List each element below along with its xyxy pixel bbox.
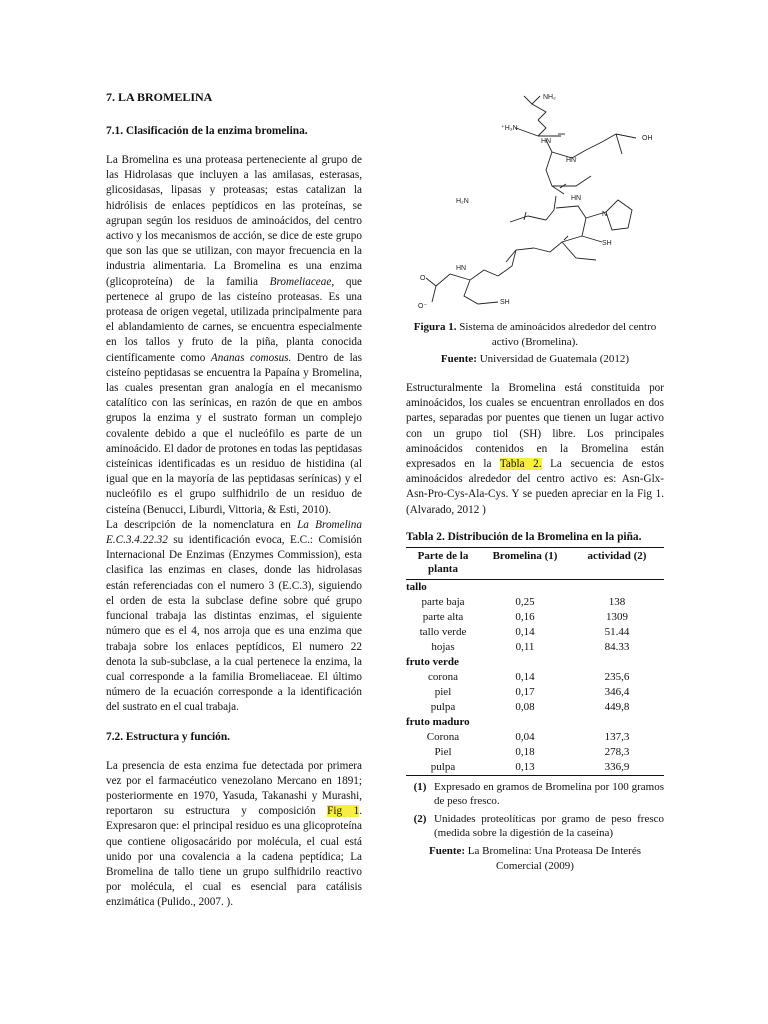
text-run: Dentro de las cisteíno peptidasas se encuentra la Papaína y Bromelina, las cuales presentan gran analogía en el mecanismo catalítico con las serínicas, en razón de que en ambos grupos la enzima y el sustrato forman un complejo covalente debido a que el nucleófilo es parte de un aminoácido. El dador de protones en todas las peptidasas cisteínicas identificadas es un residuo de histidina (al igual que en la mayoría de las peptidasas serínicas) y el nucleófilo es el grupo sulfhidrilo de un residuo de cisteína (Benucci, Liburdi, Vittoria, & Esti, 2010). — [106, 351, 362, 516]
part-cell: parte alta — [422, 610, 464, 623]
enzyme-code: La Bromelina E.C.3.4.22.32 — [106, 518, 362, 547]
table-row — [406, 670, 664, 685]
part-cell: corona — [428, 670, 458, 683]
amide-label: HN — [566, 157, 577, 164]
text-run: que pertenece al grupo de las cisteíno proteasas. Es una proteasa de origen vegetal, utilizada principalmente para el ablandamiento de carnes, se encuentra especialmente en los tallos y fruto de la piña, planta conocida científicamente como — [106, 275, 362, 364]
paragraph-nomenclature — [106, 518, 362, 716]
section-title: 7. LA BROMELINA — [106, 90, 213, 104]
activity-cell: 449,8 — [604, 700, 630, 713]
amine-group-label: NH₂ — [543, 94, 556, 101]
paragraph-composition — [406, 381, 664, 518]
proline-nitrogen-label: N — [602, 211, 608, 218]
source-text: La Bromelina: Una Proteasa De Interés Comercial (2009) — [465, 844, 641, 872]
part-cell: piel — [434, 685, 452, 698]
bromelain-cell: 0,14 — [515, 625, 535, 638]
carboxylate-label: O⁻ — [418, 303, 428, 310]
source-label: Fuente: — [440, 353, 477, 365]
text-run: . Expresaron que: el principal residuo es una glicoproteína que contiene oligosacárido por molécula, el cual está unido por una covalencia a la cadena peptídica; La Bromelina de tallo tiene un grupo sulfhidrilo reactivo por molécula, el cual es esencial para catálisis enzimática (Pulido., 2007. ). — [106, 805, 362, 909]
figure-reference-link[interactable]: Fig 1 — [327, 805, 360, 818]
group-label: fruto verde — [406, 655, 459, 668]
table-row — [406, 685, 664, 700]
part-cell: pulpa — [406, 760, 480, 776]
text-run: su identificación evoca, E.C.: Comisión Internacional De Enzimas (Enzymes Commission), esta clasifica las enzimas en clases, donde las hidrolasas están referenciadas con el numero 3 (E.C.3), siguiendo el orden de esta la subclase define sobre qué grupo funcional trabaja las distintas enzimas, el siguiente número que es el 4, nos arroja que es una enzima que trabaja sobre los enlaces peptídicos, El numero 22 denota la sub-subclase, a la cual pertenece la enzima, la cual corresponde a la familia Bromeliaceae. El último número de la ecuación corresponde a la identificación del sustrato en el cual trabaja. — [106, 534, 362, 714]
figure-source — [406, 352, 664, 367]
source-text: Universidad de Guatemala (2012) — [476, 353, 630, 365]
note-text: Expresado en gramos de Bromelina por 100 gramos de peso fresco. — [434, 780, 664, 807]
part-cell: tallo verde — [419, 625, 467, 638]
activity-cell: 84.33 — [604, 640, 630, 653]
amine-group-label: H₂N — [456, 198, 469, 205]
table-row — [406, 745, 664, 760]
text-run: Estructuralmente la Bromelina está constituida por aminoácidos, los cuales se encuentran enrollados en dos partes, separadas por puentes que tienen un lugar activo con un grupo tiol (SH) libre. Los principales aminoácidos contenidos en la Bromelina están expresados en la — [406, 382, 664, 471]
group-label: tallo — [406, 580, 427, 593]
part-cell: Piel — [434, 745, 452, 758]
bromelain-cell: 0,13 — [480, 760, 570, 776]
activity-cell: 278,3 — [604, 745, 630, 758]
caption-text: Sistema de aminoácidos alrededor del centro activo (Bromelina). — [456, 321, 657, 348]
table-row — [406, 700, 664, 715]
note-key: (1) — [413, 780, 427, 793]
table-row — [406, 625, 664, 640]
bromelain-cell: 0,16 — [515, 610, 535, 623]
right-column — [406, 90, 664, 876]
bromelain-cell: 0,11 — [515, 640, 535, 653]
paragraph-structure — [106, 759, 362, 911]
distribution-table — [406, 547, 664, 776]
caption-label: Figura 1. — [413, 321, 457, 333]
bromelain-cell: 0,18 — [515, 745, 535, 758]
amide-label: HN — [541, 138, 552, 145]
figure-caption — [406, 320, 664, 350]
group-label: fruto maduro — [406, 715, 470, 728]
family-name: Bromeliaceae, — [269, 275, 335, 288]
amide-label: HN — [571, 195, 582, 202]
thiol-group-label: SH — [500, 299, 510, 306]
table-row — [406, 595, 664, 610]
table-row — [406, 730, 664, 745]
activity-cell: 336,9 — [570, 760, 664, 776]
activity-cell: 346,4 — [604, 685, 630, 698]
part-cell: pulpa — [430, 700, 456, 713]
bromelain-cell: 0,04 — [515, 730, 535, 743]
text-run: La secuencia de estos aminoácidos alrededor del centro activo es: Asn-Glx-Asn-Pro-Cys-Ala-Cys. Y se pueden apreciar en la Fig 1. (Alvarado, 2012 ) — [406, 458, 665, 516]
part-cell: parte baja — [421, 595, 465, 608]
subsection-title-classification: 7.1. Clasificación de la enzima bromelina. — [106, 125, 308, 137]
species-name: Ananas comosus. — [210, 351, 292, 364]
hydroxyl-group-label: OH — [642, 135, 653, 142]
subsection-title-structure: 7.2. Estructura y función. — [106, 730, 231, 743]
table-title: Tabla 2. Distribución de la Bromelina en la piña. — [406, 530, 642, 543]
table-row — [406, 640, 664, 655]
note-key: (2) — [413, 812, 427, 825]
activity-cell: 137,3 — [604, 730, 630, 743]
molecule-structure-figure — [406, 90, 664, 312]
column-header: Parte de la planta — [406, 547, 480, 579]
part-cell: hojas — [431, 640, 455, 653]
bromelain-cell: 0,25 — [515, 595, 535, 608]
table-note — [406, 812, 664, 840]
activity-cell: 51.44 — [604, 625, 630, 638]
text-run: La descripción de la nomenclatura en — [106, 518, 298, 531]
table-note — [406, 780, 664, 808]
column-header: Bromelina (1) — [480, 547, 570, 579]
bromelain-cell: 0,14 — [515, 670, 535, 683]
left-column — [106, 90, 362, 911]
text-run: La Bromelina es una proteasa perteneciente al grupo de las Hidrolasas que incluyen a las amilasas, esterasas, glicosidasas, lipasas y proteasas; estas catalizan la hidrólisis de enlaces peptídicos en las proteínas, se agrupan según los residuos de aminoácidos, del centro activo y los mecanismos de acción, se dice de este grupo que son las que se utilizan, con mayor frecuencia en la industria alimentaria. La Bromelina es una enzima (glicoproteína) de la familia — [106, 154, 362, 288]
table-row — [406, 760, 664, 776]
activity-cell: 235,6 — [604, 670, 630, 683]
bromelain-cell: 0,17 — [515, 685, 535, 698]
ammonium-group-label: ⁺H₃N — [501, 125, 518, 132]
amide-label: HN — [456, 265, 467, 272]
bromelain-cell: 0,08 — [515, 700, 535, 713]
column-header: actividad (2) — [570, 547, 664, 579]
table-reference-link[interactable]: Tabla 2. — [499, 458, 542, 471]
source-label: Fuente: — [429, 844, 466, 857]
table-row — [406, 610, 664, 625]
note-text: Unidades proteolíticas por gramo de peso fresco (medida sobre la digestión de la caseína) — [434, 812, 664, 839]
paragraph-classification — [106, 153, 362, 518]
activity-cell: 1309 — [606, 610, 628, 623]
carbonyl-label: O — [420, 275, 426, 282]
text-run: La presencia de esta enzima fue detectada por primera vez por el farmacéutico venezolano Mercano en 1891; posteriormente en 1970, Yasuda, Takanashi y Murashi, reportaron su estructura y composición — [106, 759, 362, 818]
thiol-group-label: SH — [602, 240, 612, 247]
activity-cell: 138 — [608, 595, 626, 608]
part-cell: Corona — [426, 730, 460, 743]
table-source — [406, 844, 664, 874]
